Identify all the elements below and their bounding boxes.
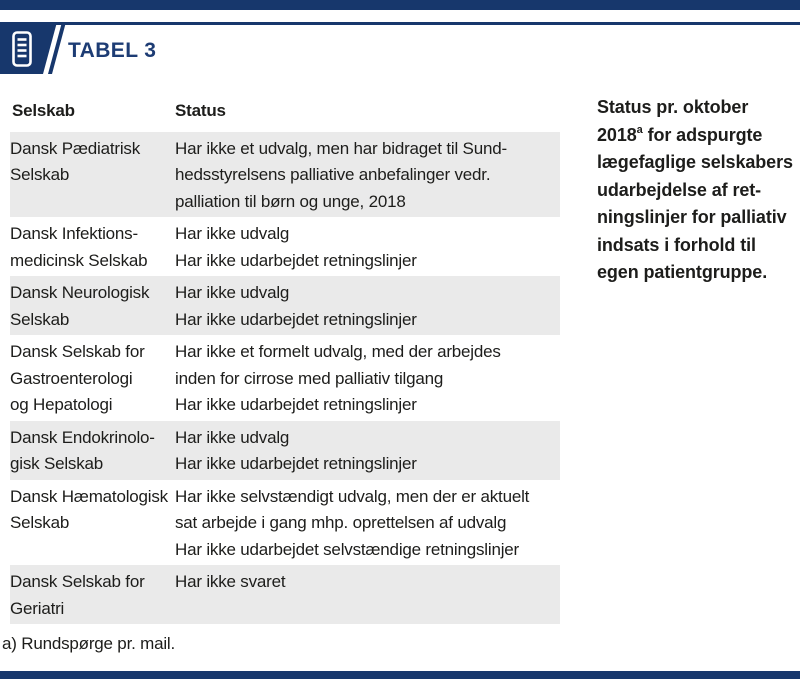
cell-line: Har ikke udvalg (175, 283, 290, 302)
caption-line: indsats i forhold til (597, 234, 756, 255)
cell-line: Dansk Neurologisk (10, 283, 150, 302)
selskab-cell (10, 335, 175, 421)
caption-line: 2018$^a$ for adspurgte (597, 123, 763, 145)
column-header-selskab: Selskab (12, 101, 75, 120)
footnote: a) Rundspørge pr. mail. (2, 634, 176, 653)
selskab-cell (10, 217, 175, 276)
cell-line: Har ikke svaret (175, 572, 286, 591)
table-tag-label: TABEL 3 (68, 39, 157, 62)
cell-line: inden for cirrose med palliativ tilgang (175, 368, 444, 388)
cell-line: Dansk Selskab for (10, 572, 145, 591)
table-row (10, 217, 560, 276)
caption-line: lægefaglige selskabers (597, 152, 793, 172)
table-side-caption (597, 94, 800, 287)
selskab-cell (10, 132, 175, 218)
header-rule (0, 22, 800, 25)
status-cell (175, 276, 560, 335)
cell-line: Selskab (10, 309, 70, 329)
tabel-badge (0, 22, 70, 76)
cell-line: Dansk Pædiatrisk (10, 138, 141, 158)
cell-line: Har ikke udarbejdet selvstændige retningslinjer (175, 539, 520, 559)
selskab-cell (10, 421, 175, 480)
column-header-status: Status (175, 101, 226, 120)
cell-line: Dansk Endokrinolo- (10, 427, 155, 447)
selskab-cell (10, 276, 175, 335)
cell-line: Har ikke udvalg (175, 224, 290, 243)
cell-line: Har ikke udarbejdet retningslinjer (175, 250, 417, 270)
table-row (10, 276, 560, 335)
cell-line: Gastroenterologi (10, 368, 133, 388)
cell-line: hedsstyrelsens palliative anbefalinger vedr. (175, 165, 491, 184)
cell-line: Har ikke et formelt udvalg, med der arbejdes (175, 342, 501, 361)
cell-line: og Hepatologi (10, 395, 113, 414)
table-body (10, 132, 560, 625)
cell-line: sat arbejde i gang mhp. oprettelsen af udvalg (175, 513, 507, 532)
status-cell (175, 421, 560, 480)
table-row (10, 335, 560, 421)
caption-line: Status pr. oktober (597, 97, 749, 117)
status-cell (175, 335, 560, 421)
cell-line: Selskab (10, 165, 70, 184)
table-header-row (10, 96, 560, 132)
societies-status-table (10, 96, 560, 624)
selskab-cell (10, 565, 175, 624)
cell-line: palliation til børn og unge, 2018 (175, 191, 406, 211)
caption-superscript: a (636, 123, 643, 136)
status-cell (175, 565, 560, 624)
status-cell (175, 132, 560, 218)
table-row (10, 132, 560, 218)
selskab-cell (10, 480, 175, 566)
cell-line: Har ikke udarbejdet retningslinjer (175, 395, 417, 414)
bottom-rule-bar (0, 671, 800, 679)
cell-line: Selskab (10, 513, 70, 532)
table-row (10, 565, 560, 624)
cell-line: gisk Selskab (10, 454, 104, 473)
cell-line: Har ikke udarbejdet retningslinjer (175, 309, 417, 329)
cell-line: Geriatri (10, 598, 65, 618)
cell-line: Har ikke udvalg (175, 427, 290, 447)
cell-line: Har ikke selvstændigt udvalg, men der er aktuelt (175, 486, 530, 506)
status-cell (175, 480, 560, 566)
cell-line: medicinsk Selskab (10, 250, 148, 270)
cell-line: Har ikke udarbejdet retningslinjer (175, 454, 417, 473)
cell-line: Har ikke et udvalg, men har bidraget til Sund- (175, 138, 507, 158)
status-cell (175, 217, 560, 276)
top-rule-bar (0, 0, 800, 10)
cell-line: Dansk Hæmatologisk (10, 486, 168, 506)
table-row (10, 480, 560, 566)
cell-line: Dansk Selskab for (10, 342, 145, 361)
table-row (10, 421, 560, 480)
cell-line: Dansk Infektions- (10, 224, 138, 243)
caption-line: ningslinjer for palliativ (597, 207, 787, 227)
caption-line: egen patientgruppe. (597, 262, 768, 282)
caption-line: udarbejdelse af ret- (597, 179, 762, 200)
